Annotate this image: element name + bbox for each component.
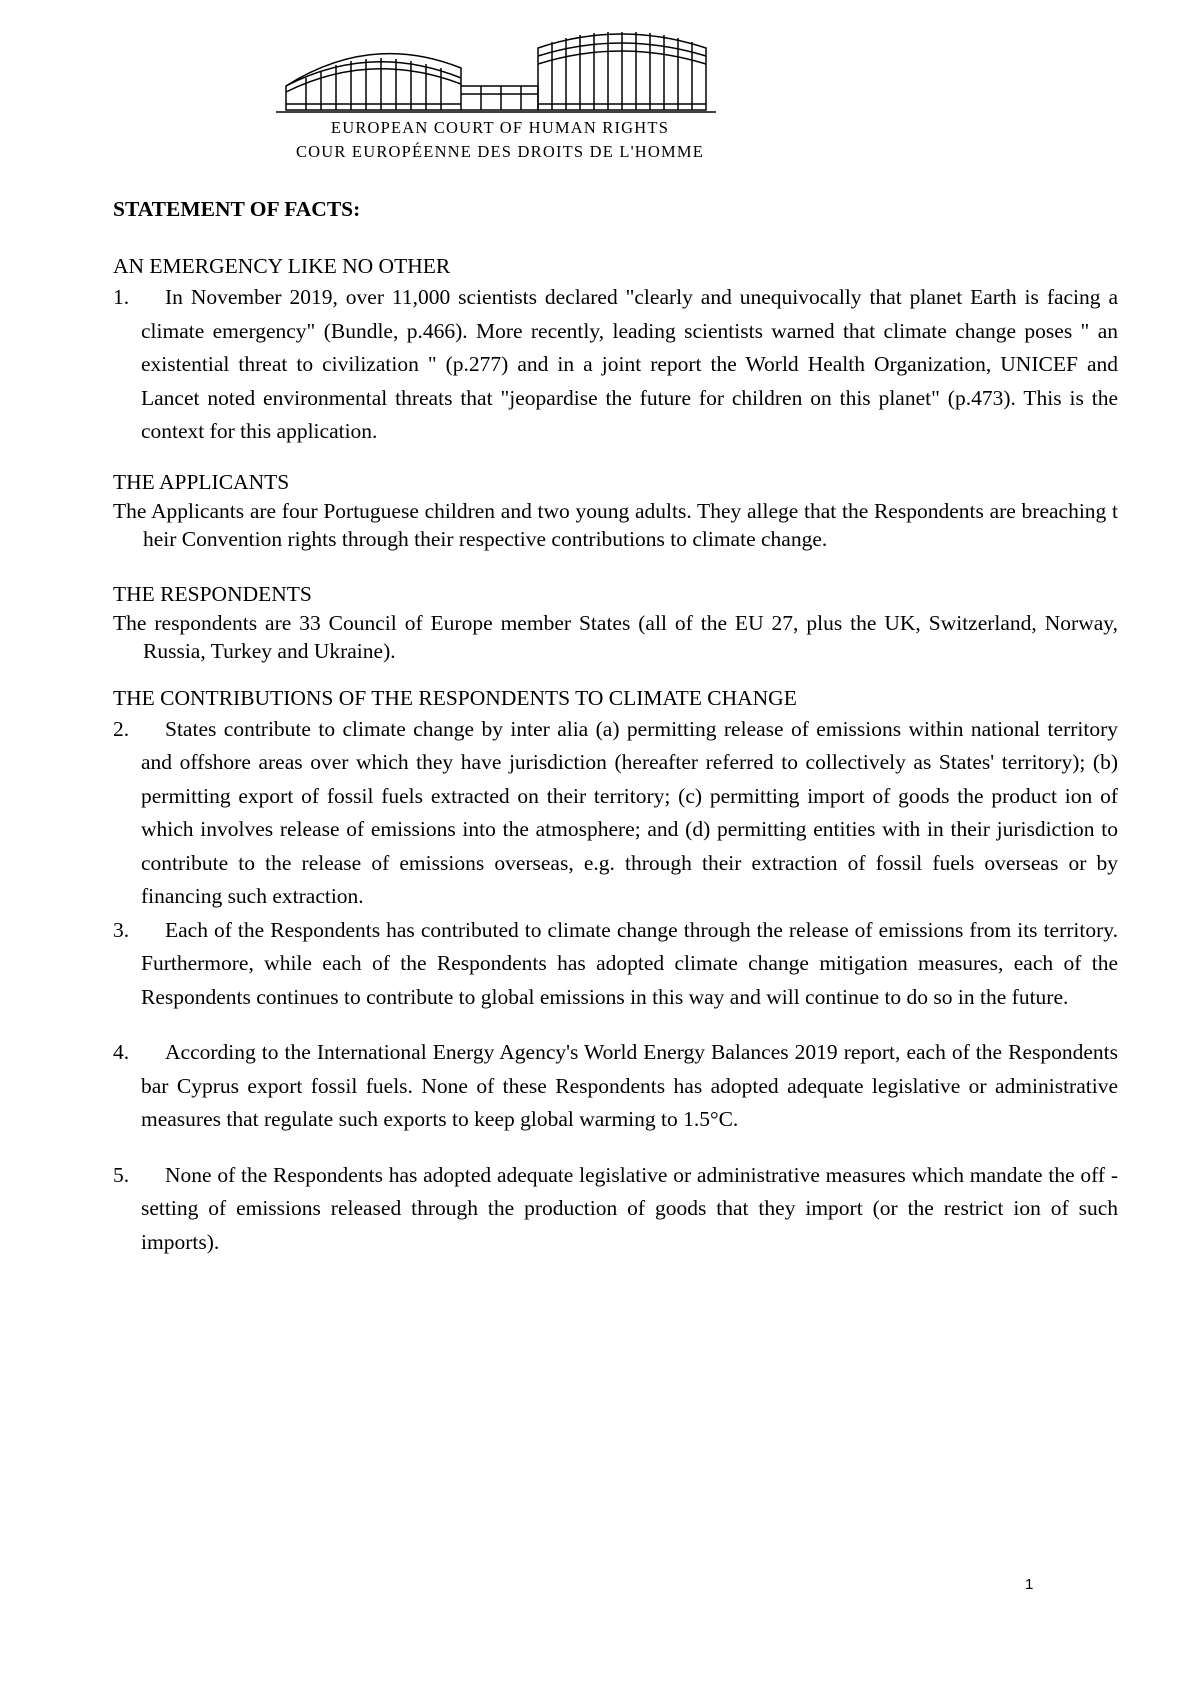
court-name-english: EUROPEAN COURT OF HUMAN RIGHTS — [330, 118, 670, 137]
numbered-paragraph-5 — [113, 1159, 1118, 1260]
section-heading-contributions: THE CONTRIBUTIONS OF THE RESPONDENTS TO CLIMATE CHANGE — [113, 685, 797, 710]
paragraph-text: None of the Respondents has adopted adequate legislative or administrative measures which mandate the off -setting of emissions released through the production of goods that they import (or the restrict ion of such imports). — [141, 1162, 1118, 1254]
section-heading-emergency: AN EMERGENCY LIKE NO OTHER — [113, 254, 451, 278]
numbered-paragraph-1 — [113, 281, 1118, 449]
court-building-icon — [276, 26, 724, 118]
respondents-paragraph: The respondents are 33 Council of Europe member States (all of the EU 27, plus the UK, Switzerland, Norway, Russia, Turkey and Ukraine). — [113, 610, 1118, 663]
document-body — [113, 195, 1118, 1259]
paragraph-number: 5. — [113, 1162, 130, 1187]
paragraph-text: Each of the Respondents has contributed to climate change through the release of emissions from its territory. Furthermore, while each of the Respondents has adopted climate change mitigation measures, each of the Respondents continues to contribute to global emissions in this way and will continue to do so in the future. — [141, 917, 1118, 1009]
page-title: STATEMENT OF FACTS: — [113, 197, 361, 221]
paragraph-number: 3. — [113, 917, 130, 942]
numbered-paragraph-2 — [113, 713, 1118, 914]
numbered-paragraph-3 — [113, 914, 1118, 1015]
court-logo — [240, 18, 760, 168]
paragraph-text: According to the International Energy Agency's World Energy Balances 2019 report, each of the Respondents bar Cyprus export fossil fuels. None of these Respondents has adopted adequate legislative or administrative measures that regulate such exports to keep global warming to 1.5°C. — [141, 1040, 1118, 1131]
paragraph-number: 2. — [113, 716, 130, 741]
section-heading-applicants: THE APPLICANTS — [113, 469, 290, 494]
numbered-paragraph-4 — [113, 1036, 1118, 1137]
court-name-french: COUR EUROPÉENNE DES DROITS DE L'HOMME — [295, 142, 705, 161]
page-number: 1 — [1025, 1576, 1034, 1593]
section-heading-respondents: THE RESPONDENTS — [113, 581, 312, 606]
paragraph-number: 1. — [113, 285, 130, 309]
paragraph-text: In November 2019, over 11,000 scientists declared "clearly and unequivocally that planet Earth is facing a climate emergency" (Bundle, p.466). More recently, leading scientists warned that climate change poses " an existential threat to civilization " (p.277) and in a joint report the World Health Organization, UNICEF and Lancet noted environmental threats that "jeopardise the future for children on this planet" (p.473). This is the context for this application. — [141, 285, 1118, 443]
applicants-paragraph: The Applicants are four Portuguese children and two young adults. They allege that the Respondents are breaching t heir Convention rights through their respective contributions to climate change. — [113, 498, 1118, 551]
paragraph-text: States contribute to climate change by inter alia (a) permitting release of emissions within national territory and offshore areas over which they have jurisdiction (hereafter referred to collectively as States' territory); (b) permitting export of fossil fuels extracted on their territory; (c) permitting import of goods the product ion of which involves release of emissions into the atmosphere; and (d) permitting entities with in their jurisdiction to contribute to the release of emissions overseas, e.g. through their extraction of fossil fuels overseas or by financing such extraction. — [141, 716, 1118, 908]
paragraph-number: 4. — [113, 1040, 130, 1064]
